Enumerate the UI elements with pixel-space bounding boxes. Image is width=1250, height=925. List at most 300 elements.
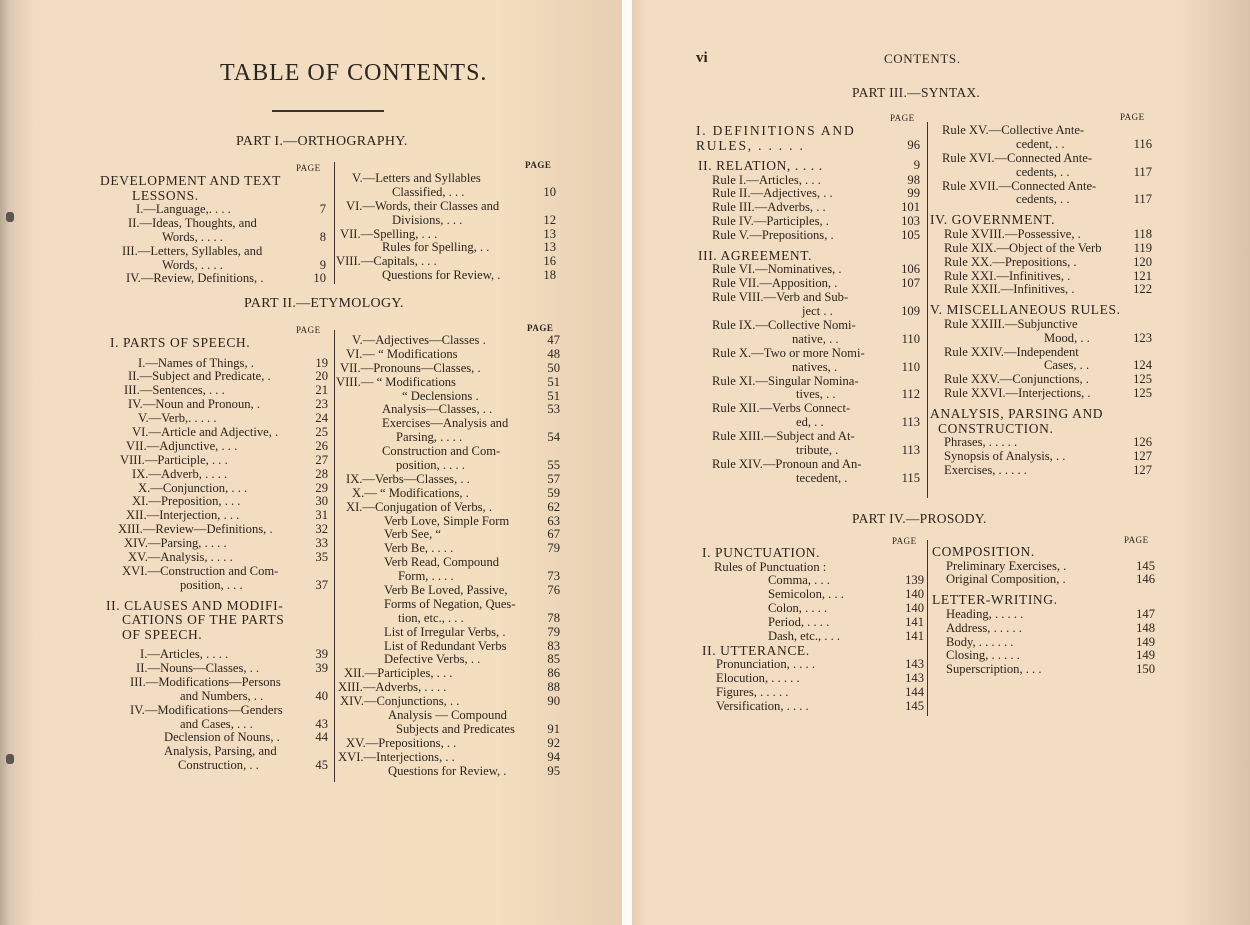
toc-entry-title: XIII.—Adverbs, . . . . <box>338 680 447 695</box>
toc-entry-page: 48 <box>547 346 560 361</box>
toc-entry-title: II. CLAUSES AND MODIFI- <box>106 597 284 613</box>
toc-entry-page: 140 <box>905 587 924 602</box>
toc-entry <box>0 124 1152 138</box>
toc-entry-title: Rules for Spelling, . . <box>382 240 490 255</box>
binding-hole <box>6 754 14 764</box>
toc-entry-page: 113 <box>901 443 920 458</box>
title-rule <box>272 110 384 112</box>
toc-entry <box>0 138 1152 152</box>
toc-entry-title: Colon, . . . . <box>768 601 828 616</box>
toc-entry-title: XV.—Analysis, . . . . <box>128 549 233 564</box>
toc-entry <box>0 663 1155 677</box>
toc-entry-page: 67 <box>547 527 560 542</box>
toc-entry-page: 76 <box>547 583 560 598</box>
toc-entry <box>0 723 560 737</box>
toc-entry-page: 119 <box>1133 240 1152 255</box>
toc-entry-title: Rule XXIV.—Independent <box>944 344 1079 359</box>
toc-entry <box>0 622 1155 636</box>
toc-entry-page: 57 <box>547 471 560 486</box>
toc-entry <box>0 765 560 779</box>
toc-entry-title: Defective Verbs, . . <box>384 652 481 667</box>
toc-entry <box>0 700 924 714</box>
toc-entry-title: Rule XXIII.—Subjunctive <box>944 316 1078 331</box>
toc-entry-title: I. PUNCTUATION. <box>702 545 821 560</box>
page-title: TABLE OF CONTENTS. <box>220 60 488 86</box>
page-column-label: PAGE <box>296 325 321 335</box>
toc-entry-page: 101 <box>901 200 920 215</box>
toc-entry-page: 29 <box>315 480 328 495</box>
toc-entry-page: 117 <box>1133 164 1152 179</box>
toc-entry-title: Rule IV.—Participles, . <box>712 214 829 229</box>
toc-entry-title: II. RELATION, . . . . <box>698 158 823 173</box>
toc-entry-title: Pronunciation, . . . . <box>716 657 815 672</box>
toc-entry-page: 10 <box>313 271 326 286</box>
toc-entry-title: Rule XXV.—Conjunctions, . <box>944 372 1089 387</box>
toc-entry-page: 98 <box>907 172 920 187</box>
toc-entry-title: tives, . . <box>796 387 836 402</box>
toc-entry-page: 109 <box>901 304 920 319</box>
toc-entry <box>0 180 1152 194</box>
toc-entry-title: Comma, . . . <box>768 573 830 588</box>
toc-entry-title: IV.—Noun and Pronoun, . <box>128 397 260 412</box>
toc-entry <box>0 318 1152 332</box>
toc-entry <box>0 152 1152 166</box>
toc-entry-page: 9 <box>319 257 326 272</box>
toc-entry-title: I.—Articles, . . . . <box>140 647 229 662</box>
toc-entry <box>0 636 1155 650</box>
toc-entry-title: Divisions, . . . <box>392 212 463 227</box>
toc-entry-title: XVI.—Construction and Com- <box>122 563 279 578</box>
toc-entry-title: XII.—Participles, . . . <box>344 666 453 681</box>
toc-entry-title: position, . . . . <box>396 458 465 473</box>
toc-entry-title: VI.—Article and Adjective, . <box>132 424 279 439</box>
toc-entry <box>0 686 924 700</box>
toc-entry-page: 51 <box>547 374 560 389</box>
toc-entry-title: ject . . <box>802 304 833 319</box>
toc-entry-title: Rule XVI.—Connected Ante- <box>942 150 1093 165</box>
toc-entry-title: tecedent, . <box>796 470 848 485</box>
toc-entry-title: Rule V.—Prepositions, . <box>712 228 834 243</box>
toc-entry-page: 37 <box>315 577 328 592</box>
page-column-label: PAGE <box>296 163 321 173</box>
toc-entry <box>0 213 1152 228</box>
toc-entry-title: Analysis — Compound <box>388 708 507 723</box>
toc-entry-page: 30 <box>315 494 328 509</box>
toc-entry-title: Rule VIII.—Verb and Sub- <box>712 290 849 305</box>
toc-entry-page: 8 <box>319 229 326 244</box>
toc-entry-page: 23 <box>315 397 328 412</box>
page-column-label: PAGE <box>527 323 554 333</box>
toc-entry-title: I.—Names of Things, . <box>138 355 254 370</box>
toc-entry-title: LESSONS. <box>132 187 199 203</box>
toc-entry-page: 148 <box>1136 620 1155 635</box>
toc-entry-page: 20 <box>315 369 328 384</box>
toc-entry-page: 94 <box>547 749 560 764</box>
toc-entry <box>0 560 1155 574</box>
toc-entry <box>0 193 1152 207</box>
toc-entry <box>0 387 1152 401</box>
toc-entry-title: VIII.—Participle, . . . <box>120 452 228 467</box>
toc-entry-title: Rule XVIII.—Possessive, . <box>944 226 1081 241</box>
toc-entry-title: Cases, . . <box>1044 358 1090 373</box>
toc-entry-title: RULES, . . . . . <box>696 137 805 153</box>
toc-entry-title: Exercises—Analysis and <box>382 416 509 431</box>
toc-entry-page: 21 <box>315 383 328 398</box>
toc-entry <box>0 528 560 542</box>
toc-entry-page: 103 <box>901 214 920 229</box>
toc-entry-page: 127 <box>1133 449 1152 464</box>
page-column-label: PAGE <box>892 536 917 546</box>
toc-entry-page: 26 <box>315 438 328 453</box>
toc-entry-page: 149 <box>1136 648 1155 663</box>
toc-entry-page: 143 <box>905 657 924 672</box>
toc-entry-title: X.—Conjunction, . . . <box>138 480 248 495</box>
toc-entry-title: Classified, . . . <box>392 184 465 199</box>
toc-entry-title: VI.— “ Modifications <box>346 346 458 361</box>
toc-entry-title: cedents, . . <box>1016 164 1070 179</box>
toc-entry-page: 62 <box>547 499 560 514</box>
toc-entry <box>0 436 1152 450</box>
toc-entry <box>0 166 1152 180</box>
toc-entry-page: 107 <box>901 276 920 291</box>
toc-entry-title: VII.—Pronouns—Classes, . <box>340 360 481 375</box>
toc-entry-title: tion, etc., . . . <box>398 610 464 625</box>
toc-entry <box>0 464 1152 478</box>
toc-entry-page: 121 <box>1133 268 1152 283</box>
toc-entry-page: 124 <box>1133 358 1152 373</box>
page-column-label: PAGE <box>525 160 552 170</box>
toc-entry-title: COMPOSITION. <box>932 544 1035 559</box>
toc-entry-page: 59 <box>547 485 560 500</box>
toc-entry-title: Superscription, . . . <box>946 662 1042 677</box>
toc-entry-page: 35 <box>315 549 328 564</box>
toc-entry-page: 99 <box>907 186 920 201</box>
toc-entry-page: 117 <box>1133 192 1152 207</box>
toc-entry-title: XV.—Prepositions, . . <box>346 735 457 750</box>
toc-entry-title: VII.—Spelling, . . . <box>340 226 438 241</box>
toc-entry-page: 90 <box>547 694 560 709</box>
toc-entry-title: V.—Letters and Syllables <box>352 171 481 185</box>
page-column-label: PAGE <box>1124 535 1149 545</box>
toc-entry-title: Form, . . . . <box>398 569 454 584</box>
toc-entry-page: 116 <box>1133 136 1152 151</box>
toc-entry-page: 24 <box>315 411 328 426</box>
toc-entry-title: Phrases, . . . . . <box>944 435 1018 450</box>
toc-entry-page: 9 <box>913 158 920 172</box>
toc-entry <box>0 332 1152 346</box>
toc-entry-title: cedent, . . <box>1016 136 1065 151</box>
part3-right-column <box>0 124 1152 478</box>
toc-entry-page: 25 <box>315 424 328 439</box>
toc-entry-title: IX.—Verbs—Classes, . . <box>346 471 470 486</box>
toc-entry-title: LETTER-WRITING. <box>932 592 1058 608</box>
toc-entry-title: IV.—Modifications—Genders <box>130 702 283 717</box>
toc-entry-page: 122 <box>1133 282 1152 297</box>
toc-entry-title: Rule IX.—Collective Nomi- <box>712 318 856 333</box>
toc-entry-title: Period, . . . . <box>768 615 830 630</box>
toc-entry-title: Rule XXI.—Infinitives, . <box>944 268 1071 283</box>
toc-entry-title: Rule III.—Adverbs, . . <box>712 200 826 215</box>
part3-heading: PART III.—SYNTAX. <box>852 85 981 100</box>
toc-entry-page: 115 <box>901 470 920 485</box>
toc-entry <box>0 737 560 751</box>
toc-entry-title: Elocution, . . . . . <box>716 671 800 686</box>
toc-entry <box>0 545 1155 560</box>
toc-entry-page: 147 <box>1136 606 1155 621</box>
toc-entry-title: XVI.—Interjections, . . <box>338 749 455 764</box>
toc-entry-title: II.—Subject and Predicate, . <box>128 369 271 384</box>
toc-entry-title: Rule XX.—Prepositions, . <box>944 254 1077 269</box>
toc-entry-title: and Cases, . . . <box>180 716 253 731</box>
toc-entry-page: 7 <box>319 202 326 216</box>
toc-entry-page: 105 <box>901 228 920 243</box>
toc-entry-title: Rule I.—Articles, . . . <box>712 172 821 187</box>
toc-entry <box>0 242 1152 256</box>
toc-entry-page: 96 <box>907 137 920 152</box>
toc-entry-page: 27 <box>315 452 328 467</box>
toc-entry <box>0 501 560 515</box>
toc-entry-title: XIV.—Conjunctions, . . <box>340 694 460 709</box>
toc-entry-title: Address, . . . . . <box>946 620 1022 635</box>
toc-entry-page: 28 <box>315 466 328 481</box>
toc-entry-page: 139 <box>905 573 924 588</box>
toc-entry-title: Rule XIII.—Subject and At- <box>712 429 855 444</box>
toc-entry-page: 95 <box>547 763 560 778</box>
toc-entry-title: XIV.—Parsing, . . . . <box>124 536 227 551</box>
toc-entry-title: Construction, . . <box>178 758 259 773</box>
toc-entry-title: II. UTTERANCE. <box>702 642 810 658</box>
toc-entry-title: Rule XIX.—Object of the Verb <box>944 240 1102 255</box>
toc-entry-page: 125 <box>1133 386 1152 401</box>
toc-entry-title: List of Redundant Verbs <box>384 638 507 653</box>
toc-entry-page: 146 <box>1136 572 1155 587</box>
toc-entry-title: position, . . . <box>180 577 243 592</box>
toc-entry-title: Verb Be Loved, Passive, <box>384 583 508 598</box>
toc-entry-title: List of Irregular Verbs, . <box>384 624 506 639</box>
toc-entry-page: 113 <box>901 415 920 430</box>
toc-entry-title: II.—Nouns—Classes, . . <box>136 661 260 676</box>
toc-entry-page: 39 <box>315 661 328 676</box>
toc-entry-page: 123 <box>1133 330 1152 345</box>
toc-entry-page: 126 <box>1133 435 1152 450</box>
toc-entry-title: III.—Letters, Syllables, and <box>122 243 263 258</box>
toc-entry-title: Questions for Review, . <box>388 763 507 778</box>
toc-entry-title: Questions for Review, . <box>382 268 501 283</box>
folio-number: vi <box>696 50 708 66</box>
toc-entry-page: 45 <box>315 758 328 773</box>
toc-entry-title: CATIONS OF THE PARTS <box>122 612 285 628</box>
toc-entry-title: Mood, . . <box>1044 330 1090 345</box>
toc-entry-title: Words, . . . . <box>162 257 223 272</box>
part1-heading: PART I.—ORTHOGRAPHY. <box>236 134 408 149</box>
toc-entry-title: Subjects and Predicates <box>396 721 515 736</box>
toc-entry-page: 54 <box>547 430 560 445</box>
toc-entry-page: 73 <box>547 569 560 584</box>
page-column-label: PAGE <box>1120 112 1145 122</box>
toc-entry-title: tribute, . <box>796 443 839 458</box>
toc-entry-page: 78 <box>547 610 560 625</box>
toc-entry-title: Synopsis of Analysis, . . <box>944 449 1066 464</box>
toc-entry <box>0 346 1152 360</box>
toc-entry-title: ANALYSIS, PARSING AND <box>930 406 1104 422</box>
toc-entry-title: III.—Sentences, . . . <box>124 383 225 398</box>
toc-entry-page: 31 <box>315 508 328 523</box>
toc-entry-page: 141 <box>905 628 924 643</box>
toc-entry-page: 18 <box>543 268 556 283</box>
toc-entry-page: 33 <box>315 536 328 551</box>
toc-entry-page: 140 <box>905 601 924 616</box>
toc-entry-page: 145 <box>905 699 924 714</box>
toc-entry-page: 112 <box>901 387 920 402</box>
toc-entry-title: Rule XVII.—Connected Ante- <box>942 178 1097 193</box>
toc-entry-page: 127 <box>1133 462 1152 477</box>
toc-entry-page: 10 <box>543 184 556 199</box>
toc-entry <box>0 422 1152 437</box>
part2-heading: PART II.—ETYMOLOGY. <box>244 296 404 311</box>
toc-entry-title: Words, . . . . <box>162 229 223 244</box>
toc-entry <box>0 270 1152 284</box>
toc-entry-page: 39 <box>315 647 328 662</box>
toc-entry-title: Closing, . . . . . <box>946 648 1020 663</box>
toc-entry-title: Preliminary Exercises, . <box>946 558 1067 573</box>
toc-entry-page: 92 <box>547 735 560 750</box>
toc-entry-page: 13 <box>543 226 556 241</box>
toc-entry-title: and Numbers, . . <box>180 688 264 703</box>
toc-entry-page: 143 <box>905 671 924 686</box>
toc-entry <box>0 228 1152 242</box>
toc-entry-page: 19 <box>315 355 328 370</box>
toc-entry-title: Analysis, Parsing, and <box>164 744 277 759</box>
toc-entry-page: 79 <box>547 541 560 556</box>
toc-entry-title: V.—Verb,. . . . . <box>138 411 217 426</box>
toc-entry-page: 32 <box>315 522 328 537</box>
part4-right-column <box>0 545 1155 677</box>
toc-entry-page: 91 <box>547 721 560 736</box>
toc-entry <box>0 487 560 501</box>
toc-entry-title: ed, . . <box>796 415 824 430</box>
toc-entry-page: 79 <box>547 624 560 639</box>
toc-entry <box>0 649 1155 663</box>
toc-entry-page: 16 <box>543 254 556 269</box>
toc-entry-title: VIII.— “ Modifications <box>336 374 456 389</box>
toc-entry-title: native, . . <box>792 331 839 346</box>
toc-entry-page: 83 <box>547 638 560 653</box>
toc-entry <box>0 450 1152 464</box>
page-column-label: PAGE <box>890 113 915 123</box>
toc-entry-page: 86 <box>547 666 560 681</box>
toc-entry-page: 141 <box>905 615 924 630</box>
toc-entry-title: Rules of Punctuation : <box>714 559 827 574</box>
toc-entry-title: Semicolon, . . . <box>768 587 844 602</box>
toc-entry-title: V.—Adjectives—Classes . <box>352 333 486 347</box>
toc-entry <box>0 407 1152 422</box>
toc-entry-page: 110 <box>901 331 920 346</box>
toc-entry-title: IX.—Adverb, . . . . <box>132 466 228 481</box>
toc-entry-title: Rule XXVI.—Interjections, . <box>944 386 1091 401</box>
toc-entry-title: Exercises, . . . . . <box>944 462 1027 477</box>
toc-entry-title: IV. GOVERNMENT. <box>930 212 1056 228</box>
toc-entry-page: 144 <box>905 685 924 700</box>
toc-entry-title: Versification, . . . . <box>716 699 809 714</box>
toc-entry-title: “ Declensions . <box>402 388 479 403</box>
toc-entry-title: III.—Modifications—Persons <box>130 674 281 689</box>
toc-entry-page: 149 <box>1136 634 1155 649</box>
toc-entry-title: Rule XI.—Singular Nomina- <box>712 373 859 388</box>
toc-entry-page: 85 <box>547 652 560 667</box>
toc-entry-title: Verb See, “ <box>384 527 441 542</box>
toc-entry-title: Verb Love, Simple Form <box>384 513 510 528</box>
toc-entry-title: Forms of Negation, Ques- <box>384 596 516 611</box>
toc-entry-title: V. MISCELLANEOUS RULES. <box>930 302 1121 318</box>
toc-entry-title: Heading, . . . . . <box>946 606 1024 621</box>
toc-entry-title: Verb Be, . . . . <box>384 541 454 556</box>
toc-entry-page: 55 <box>547 458 560 473</box>
toc-entry <box>0 515 560 529</box>
toc-entry-page: 118 <box>1133 226 1152 241</box>
toc-entry-page: 53 <box>547 402 560 417</box>
toc-entry <box>0 303 1152 318</box>
toc-entry-page: 50 <box>547 360 560 375</box>
toc-entry-page: 88 <box>547 680 560 695</box>
toc-entry-page: 125 <box>1133 372 1152 387</box>
toc-entry-title: XII.—Interjection, . . . <box>126 508 240 523</box>
toc-entry-title: Rule XV.—Collective Ante- <box>942 123 1085 137</box>
toc-entry-title: Rule II.—Adjectives, . . <box>712 186 833 201</box>
toc-entry-title: Rule XII.—Verbs Connect- <box>712 401 851 416</box>
toc-entry-title: natives, . <box>792 359 838 374</box>
toc-entry-title: IV.—Review, Definitions, . <box>126 271 264 286</box>
toc-entry <box>0 608 1155 622</box>
toc-entry <box>0 283 1152 297</box>
toc-entry-title: VI.—Words, their Classes and <box>346 198 500 213</box>
toc-entry-title: XI.—Preposition, . . . <box>132 494 241 509</box>
toc-entry-title: III. AGREEMENT. <box>698 247 813 263</box>
toc-entry <box>0 373 1152 387</box>
toc-entry-page: 145 <box>1136 558 1155 573</box>
toc-entry-page: 63 <box>547 513 560 528</box>
toc-entry-title: VII.—Adjunctive, . . . <box>126 438 238 453</box>
toc-entry-title: Rule X.—Two or more Nomi- <box>712 345 865 360</box>
toc-entry-title: I. PARTS OF SPEECH. <box>110 335 251 350</box>
toc-entry-title: Body, . . . . . . <box>946 634 1014 649</box>
toc-entry-title: Rule XXII.—Infinitives, . <box>944 282 1075 297</box>
toc-entry-page: 13 <box>543 240 556 255</box>
toc-entry <box>0 256 1152 270</box>
toc-entry-title: I. DEFINITIONS AND <box>696 123 856 138</box>
toc-entry-page: 44 <box>315 730 328 745</box>
toc-entry-page: 150 <box>1136 662 1155 677</box>
part4-heading: PART IV.—PROSODY. <box>852 511 987 526</box>
toc-entry-page: 40 <box>315 688 328 703</box>
toc-entry-title: cedents, . . <box>1016 192 1070 207</box>
toc-entry-page: 43 <box>315 716 328 731</box>
toc-entry-title: XI.—Conjugation of Verbs, . <box>346 499 492 514</box>
toc-entry-title: Verb Read, Compound <box>384 555 500 570</box>
toc-entry-title: Construction and Com- <box>382 444 501 459</box>
toc-entry-title: X.— “ Modifications, . <box>352 485 469 500</box>
toc-entry-page: 47 <box>547 333 560 347</box>
toc-entry <box>0 573 1155 587</box>
toc-entry-page: 110 <box>901 359 920 374</box>
running-head: CONTENTS. <box>884 51 961 66</box>
toc-entry-title: I.—Language,. . . . <box>136 202 231 216</box>
toc-entry <box>0 751 560 765</box>
toc-entry-title: DEVELOPMENT AND TEXT <box>100 173 281 188</box>
toc-entry-title: Rule VII.—Apposition, . <box>712 276 838 291</box>
toc-entry-title: XIII.—Review—Definitions, . <box>118 522 273 537</box>
toc-entry-title: VIII.—Capitals, . . . <box>336 254 437 269</box>
toc-entry-title: Dash, etc., . . . <box>768 628 841 643</box>
